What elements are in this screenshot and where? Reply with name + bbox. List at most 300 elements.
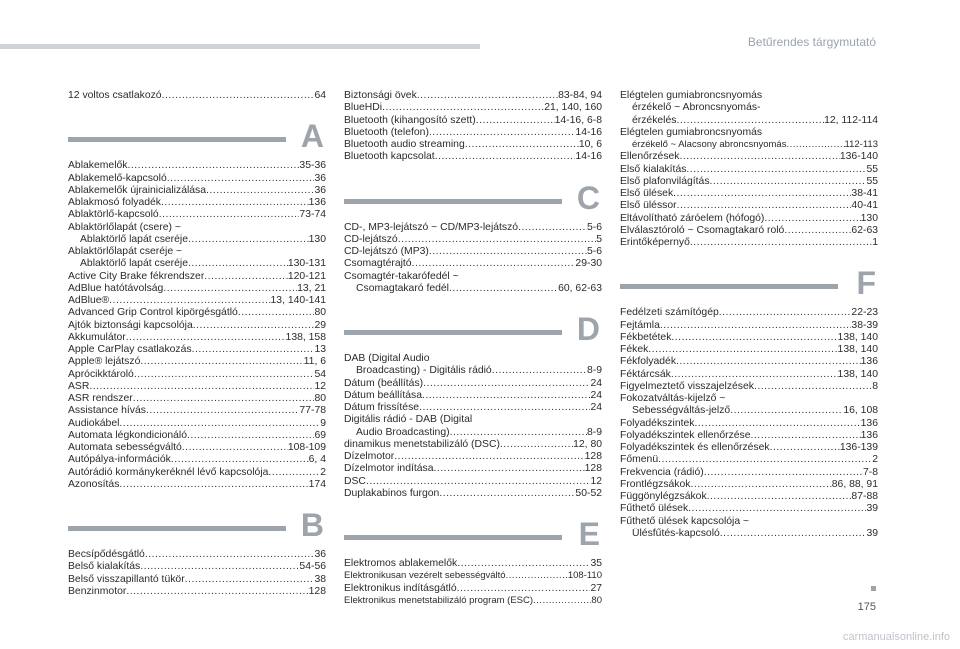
dot-leader [671, 369, 838, 381]
index-entry [620, 127, 878, 139]
entries-pre-col2 [344, 90, 602, 164]
index-entry [344, 402, 602, 414]
entry-term: ASR [68, 380, 90, 392]
entry-page-ref: 1 [872, 237, 878, 248]
dot-leader [119, 479, 308, 491]
section-letter: A [300, 118, 324, 155]
entries-a [68, 160, 326, 491]
entry-term: Bluetooth (telefon) [344, 126, 429, 138]
entry-page-ref: 24 [590, 377, 602, 389]
dot-leader [187, 430, 314, 442]
dot-leader [719, 307, 852, 319]
entry-term: Fűthető ülések kapcsolója ~ [620, 515, 750, 527]
entry-term: Broadcasting) - Digitális rádió [356, 365, 492, 377]
entry-page-ref: 35 [590, 558, 602, 569]
index-entry [344, 427, 602, 439]
dot-leader [435, 151, 576, 163]
entry-page-ref: 13 [314, 344, 326, 355]
index-entry [620, 491, 878, 503]
index-entry [620, 320, 878, 332]
entry-term: Elektronikusan vezérelt sebességváltó [344, 570, 506, 582]
dot-leader [671, 332, 837, 344]
entry-term: Fűthető ülések [620, 503, 689, 515]
page-number: 175 [857, 601, 876, 613]
entry-page-ref: 130-131 [287, 258, 326, 270]
entry-page-ref: 2 [872, 454, 878, 466]
index-entry [620, 225, 878, 237]
entry-term: Active City Brake fékrendszer [68, 270, 205, 282]
entry-term: Folyadékszintek és ellenőrzések [620, 442, 770, 453]
entry-page-ref: 77-78 [299, 405, 326, 417]
entry-term: Ablaktörlő lapát cseréje [80, 233, 189, 245]
section-letter: D [576, 311, 600, 347]
index-entry [344, 595, 602, 607]
index-entry [68, 479, 326, 491]
entry-page-ref: 29 [314, 319, 326, 331]
entry-term: Csomagtérajtó [344, 258, 412, 270]
dot-leader [648, 344, 837, 356]
entry-page-ref: 21, 140, 160 [544, 102, 602, 114]
entry-term: DSC [344, 475, 366, 487]
dot-leader [439, 488, 575, 500]
entry-term: CD-, MP3-lejátszó ~ CD/MP3-lejátszó [344, 221, 519, 233]
dot-leader [457, 558, 590, 570]
dot-leader [688, 503, 866, 515]
dot-leader [518, 222, 587, 234]
entry-term: Ablaktörlő-kapcsoló [68, 209, 159, 221]
index-entry [344, 476, 602, 488]
entry-term: CD-lejátszó [344, 233, 398, 245]
section-letter: C [576, 179, 600, 216]
dot-leader [134, 369, 315, 381]
entry-term: érzékelés [632, 114, 677, 126]
index-entry [68, 381, 326, 393]
entry-page-ref: 38-39 [851, 319, 878, 331]
entry-term: DAB (Digital Audio [344, 353, 430, 364]
dot-leader [161, 197, 309, 209]
entry-page-ref: 60, 62-63 [558, 282, 602, 294]
index-entry [344, 378, 602, 390]
dot-leader [188, 258, 288, 270]
index-entry [620, 393, 878, 405]
entry-page-ref: 8-9 [586, 365, 602, 377]
dot-leader [126, 586, 308, 598]
index-entry [68, 90, 326, 102]
index-entry [620, 188, 878, 200]
entry-term: Bluetooth audio streaming [344, 139, 465, 150]
dot-leader [398, 234, 597, 246]
entry-page-ref: 36 [314, 184, 326, 196]
entry-term: Fedélzeti számítógép [620, 307, 719, 319]
index-entry [344, 90, 602, 102]
entry-term: Folyadékszintek [620, 417, 695, 429]
entry-term: dinamikus menetstabilizáló (DSC) [344, 438, 500, 450]
entry-page-ref: 7-8 [862, 466, 878, 478]
entry-page-ref: 40-41 [851, 200, 878, 212]
index-entry [344, 570, 602, 582]
dot-leader [140, 561, 299, 573]
index-entry [68, 467, 326, 479]
dot-leader [268, 467, 320, 479]
entry-page-ref: 5-6 [586, 221, 602, 233]
dot-leader [422, 390, 590, 402]
entry-term: Dízelmotor indítása [344, 463, 434, 475]
entry-term: Függönylégzsákok [620, 491, 707, 502]
entry-term: ASR rendszer [68, 393, 133, 404]
index-entry [620, 102, 878, 114]
index-entry [68, 574, 326, 586]
entry-page-ref: 22-23 [851, 307, 878, 319]
entry-term: Audiokábel [68, 417, 120, 429]
entry-term: 12 voltos csatlakozó [68, 90, 162, 101]
dot-leader [188, 234, 309, 246]
index-entry [344, 234, 602, 246]
entry-page-ref: 2 [320, 466, 326, 478]
dot-leader [394, 451, 584, 463]
entry-page-ref: 80 [314, 307, 326, 319]
dot-leader [730, 405, 843, 417]
watermark-text: carmanualsonline.info [842, 631, 950, 643]
index-entry [68, 418, 326, 430]
dot-leader [465, 139, 579, 151]
entry-term: Ablakemelők [68, 160, 128, 172]
entry-term: Becsípődésgátló [68, 549, 145, 560]
entry-term: Benzinmotor [68, 585, 127, 597]
dot-leader [192, 344, 315, 356]
dot-leader [366, 476, 590, 488]
dot-leader [770, 442, 840, 454]
entry-page-ref: 108-110 [567, 570, 602, 582]
dot-leader [676, 356, 861, 368]
entry-page-ref: 138, 140 [837, 331, 878, 343]
index-entry [620, 200, 878, 212]
index-entry [344, 102, 602, 114]
index-entry [620, 503, 878, 515]
entry-term: Bluetooth (kihangosító szett) [344, 114, 476, 126]
dot-leader [686, 164, 866, 176]
entry-term: Digitális rádió - DAB (Digital [344, 414, 473, 426]
entry-term: Dátum frissítése [344, 402, 420, 413]
index-entry [620, 213, 878, 225]
dot-leader [206, 185, 314, 197]
entries-pre-col3 [620, 90, 878, 249]
entry-term: Első kialakítás [620, 163, 687, 175]
entry-page-ref: 120-121 [287, 270, 326, 282]
dot-leader [145, 549, 315, 561]
dot-leader [533, 595, 591, 607]
entry-page-ref: 136-140 [839, 151, 878, 163]
dot-leader [751, 430, 861, 442]
entry-term: Ülésfűtés-kapcsoló [632, 527, 720, 539]
dot-leader [658, 454, 872, 466]
index-entry [344, 558, 602, 570]
section-header-a [68, 116, 326, 160]
index-entry [68, 393, 326, 405]
dot-leader [492, 365, 587, 377]
entry-term: Figyelmeztető visszajelzések [620, 380, 754, 392]
dot-leader [710, 176, 867, 188]
entry-term: Első üléssor [620, 200, 677, 212]
dot-leader [204, 271, 288, 283]
index-column-3 [620, 90, 878, 540]
entry-term: Ablakemelők újrainicializálása [68, 184, 207, 196]
index-entry [620, 467, 878, 479]
index-entry [68, 246, 326, 258]
index-entry [344, 451, 602, 463]
index-entry [620, 151, 878, 163]
entry-page-ref: 14-16 [575, 126, 602, 138]
entry-page-ref: 36 [314, 549, 326, 560]
dot-leader [506, 570, 568, 582]
entry-term: érzékelő ~ Abroncsnyomás- [632, 102, 761, 114]
dot-leader [786, 139, 844, 151]
entry-page-ref: 136 [860, 356, 878, 368]
dot-leader [171, 454, 309, 466]
entry-page-ref: 80 [314, 393, 326, 404]
entry-term: Dátum (beállítás) [344, 377, 424, 389]
entry-page-ref: 8-9 [586, 426, 602, 438]
entry-term: Ablaktörlőlapát (csere) ~ [68, 221, 181, 233]
entry-page-ref: 6, 4 [308, 454, 326, 466]
index-entry [620, 307, 878, 319]
index-column-1 [68, 90, 326, 598]
entry-page-ref: 55 [866, 163, 878, 175]
section-header-c [344, 178, 602, 222]
dot-leader [182, 442, 288, 454]
entry-term: Assistance hívás [68, 405, 146, 417]
dot-leader [89, 381, 314, 393]
entries-f [620, 307, 878, 540]
entry-page-ref: 86, 88, 91 [831, 478, 878, 490]
index-entry [68, 430, 326, 442]
entry-page-ref: 108-109 [287, 442, 326, 453]
entry-term: CD-lejátszó (MP3) [344, 246, 429, 257]
dot-leader [109, 295, 270, 307]
entry-term: Ablaktörlő lapát cseréje [80, 258, 189, 270]
index-entry [68, 454, 326, 466]
dot-leader [677, 200, 852, 212]
index-entry [620, 176, 878, 188]
dot-leader [185, 574, 315, 586]
entry-page-ref: 14-16 [575, 151, 602, 163]
entry-page-ref: 128 [308, 585, 326, 597]
entry-page-ref: 83-84, 94 [558, 90, 602, 101]
dot-leader [450, 427, 587, 439]
entry-term: Folyadékszintek ellenőrzése [620, 429, 751, 441]
dot-leader [754, 381, 872, 393]
entry-term: Belső visszapillantó tükör [68, 573, 185, 585]
entry-term: Frekvencia (rádió) [620, 466, 704, 478]
index-entry [68, 283, 326, 295]
entry-term: Biztonsági övek [344, 90, 417, 101]
entry-term: Fokozatváltás-kijelző ~ [620, 393, 726, 404]
index-entry [620, 344, 878, 356]
entry-page-ref: 112-113 [844, 139, 878, 150]
entry-page-ref: 29-30 [575, 258, 602, 270]
section-letter: B [300, 507, 324, 543]
entry-page-ref: 12, 80 [573, 438, 602, 450]
entry-page-ref: 10, 6 [578, 139, 602, 150]
entry-page-ref: 136-139 [839, 442, 878, 453]
page-marker [871, 586, 876, 591]
dot-leader [429, 127, 576, 139]
index-entry [68, 295, 326, 307]
entry-page-ref: 128 [584, 463, 602, 475]
index-entry [620, 356, 878, 368]
index-entry [620, 418, 878, 430]
entry-page-ref: 36 [314, 172, 326, 184]
entry-term: Automata sebességváltó [68, 442, 182, 453]
entry-term: Advanced Grip Control kipörgésgátló [68, 307, 238, 319]
entry-page-ref: 130 [308, 233, 326, 245]
index-entry [344, 222, 602, 234]
entry-page-ref: 138, 140 [837, 344, 878, 355]
dot-leader [500, 439, 573, 451]
entry-term: Ajtók biztonsági kapcsolója [68, 319, 193, 331]
header-bar [0, 44, 480, 49]
entry-page-ref: 128 [584, 451, 602, 462]
dot-leader [673, 188, 851, 200]
entry-page-ref: 50-52 [575, 487, 602, 499]
entry-term: Ablakmosó folyadék [68, 197, 161, 208]
index-entry [344, 115, 602, 127]
dot-leader [238, 307, 315, 319]
entry-page-ref: 62-63 [851, 224, 878, 236]
entry-term: AdBlue® [68, 295, 110, 306]
entry-page-ref: 138, 140 [837, 368, 878, 380]
index-entry [620, 332, 878, 344]
entry-page-ref: 80 [591, 594, 602, 606]
index-entry [620, 139, 878, 151]
dot-leader [476, 115, 555, 127]
entry-term: Elégtelen gumiabroncsnyomás [620, 90, 763, 101]
entry-term: Elválasztóroló ~ Csomagtakaró roló [620, 224, 785, 236]
entry-term: Csomagtakaró fedél [356, 282, 449, 294]
entry-page-ref: 130 [860, 212, 878, 224]
index-entry [344, 488, 602, 500]
dot-leader [680, 151, 840, 163]
dot-leader [140, 356, 303, 368]
dot-leader [457, 583, 591, 595]
entry-term: Belső kialakítás [68, 561, 141, 573]
dot-leader [764, 213, 860, 225]
entry-page-ref: 136 [860, 429, 878, 441]
dot-leader [423, 378, 590, 390]
entry-page-ref: 174 [308, 478, 326, 490]
entry-term: Eltávolítható záróelem (hófogó) [620, 212, 765, 224]
entry-page-ref: 13, 140-141 [270, 295, 326, 306]
entry-term: Audio Broadcasting) [356, 426, 450, 438]
index-entry [344, 365, 602, 377]
entry-page-ref: 8 [872, 380, 878, 392]
section-header-b [68, 505, 326, 549]
index-entry [68, 442, 326, 454]
entry-page-ref: 5-6 [586, 246, 602, 257]
entry-page-ref: 54-56 [299, 561, 326, 573]
index-entry [344, 151, 602, 163]
entry-term: Fejtámla [620, 319, 660, 331]
entry-page-ref: 39 [866, 527, 878, 539]
dot-leader [784, 225, 851, 237]
index-entry [68, 160, 326, 172]
index-entry [68, 173, 326, 185]
entry-term: Apple® lejátszó [68, 356, 141, 368]
dot-leader [707, 491, 852, 503]
entry-term: Bluetooth kapcsolat [344, 151, 435, 163]
index-entry [620, 516, 878, 528]
dot-leader [159, 209, 300, 221]
index-entry [344, 353, 602, 365]
index-entry [68, 222, 326, 234]
index-entry [620, 442, 878, 454]
dot-leader [417, 90, 558, 102]
index-entry [68, 258, 326, 270]
index-entry [68, 307, 326, 319]
dot-leader [660, 320, 852, 332]
entry-term: Féktárcsák [620, 368, 671, 380]
entry-page-ref: 136 [308, 197, 326, 208]
index-entry [344, 127, 602, 139]
dot-leader [382, 102, 544, 114]
entry-page-ref: 69 [314, 429, 326, 441]
entry-page-ref: 39 [866, 503, 878, 515]
entry-page-ref: 35-36 [299, 160, 326, 172]
entry-page-ref: 64 [314, 90, 326, 101]
index-entry [68, 369, 326, 381]
entry-term: Fékfolyadék [620, 356, 677, 368]
index-entry [620, 90, 878, 102]
section-header-d [344, 309, 602, 353]
entry-term: Fékek [620, 344, 649, 355]
entry-page-ref: 14-16, 6-8 [554, 114, 602, 126]
index-entry [620, 454, 878, 466]
index-entry [68, 332, 326, 344]
entry-term: Akkumulátor [68, 331, 126, 343]
index-entry [68, 561, 326, 573]
dot-leader [163, 283, 297, 295]
index-entry [344, 414, 602, 426]
entry-term: AdBlue hatótávolság [68, 282, 164, 294]
entry-page-ref: 73-74 [299, 209, 326, 221]
index-entry [68, 586, 326, 598]
index-entry [68, 209, 326, 221]
entry-page-ref: 38-41 [851, 188, 878, 199]
entry-page-ref: 13, 21 [297, 282, 326, 294]
dot-leader [419, 402, 590, 414]
dot-leader [695, 418, 861, 430]
entry-term: Ablaktörlőlapát cseréje ~ [68, 246, 183, 257]
entry-page-ref: 16, 108 [843, 405, 878, 417]
dot-leader [720, 528, 867, 540]
entry-page-ref: 54 [314, 368, 326, 380]
index-entry [620, 164, 878, 176]
entry-term: Fékbetétek [620, 331, 672, 343]
dot-leader [429, 246, 587, 258]
dot-leader [162, 90, 315, 102]
entry-page-ref: 12 [590, 475, 602, 487]
entry-term: BlueHDi [344, 102, 383, 114]
index-entry [68, 549, 326, 561]
dot-leader [167, 173, 315, 185]
index-entry [344, 439, 602, 451]
entry-page-ref: 11, 6 [303, 356, 326, 368]
index-entry [68, 320, 326, 332]
dot-leader [128, 160, 300, 172]
entries-d [344, 353, 602, 500]
entry-page-ref: 12, 112-114 [824, 114, 878, 126]
entries-e [344, 558, 602, 607]
entry-page-ref: 9 [320, 417, 326, 429]
